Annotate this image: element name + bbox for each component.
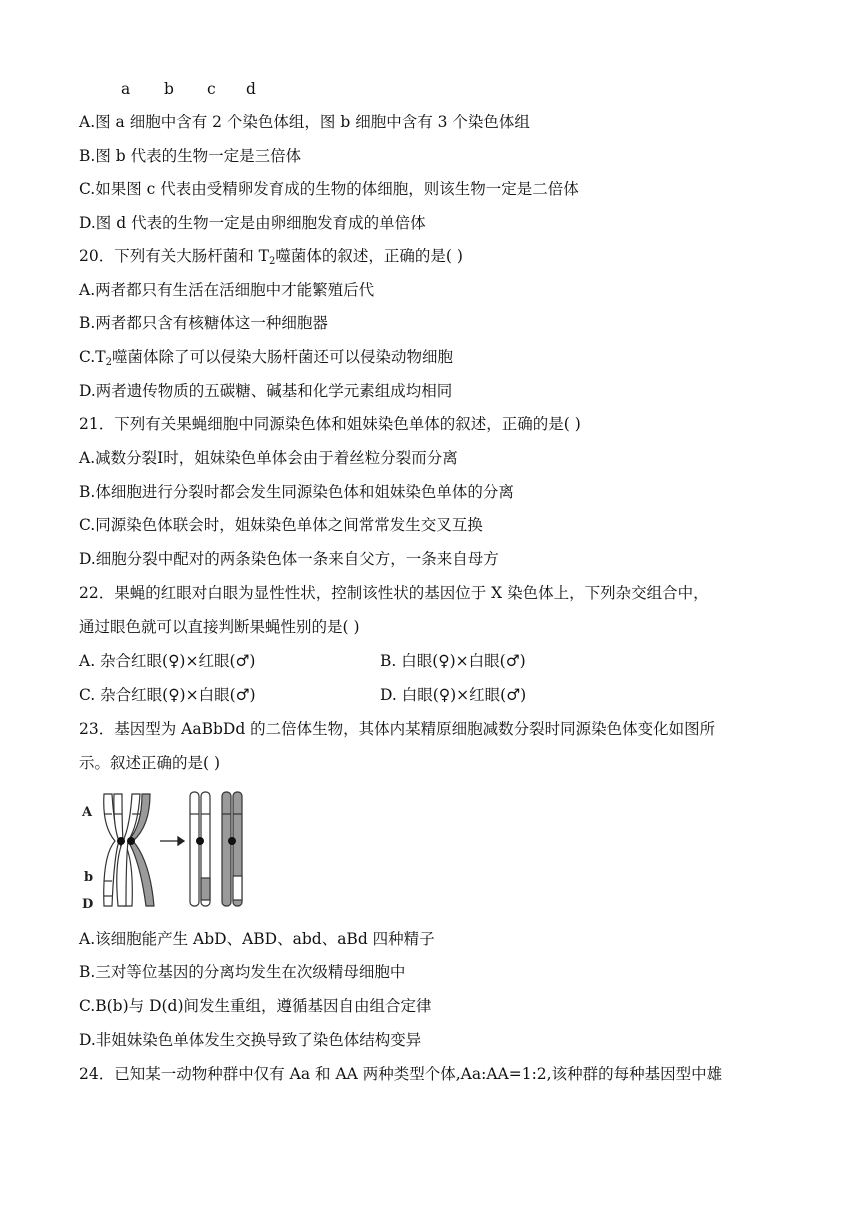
figure-label-a: a (121, 80, 131, 98)
q20-option-b: B.两者都只含有核糖体这一种细胞器 (79, 314, 328, 332)
q21-option-d: D.细胞分裂中配对的两条染色体一条来自父方，一条来自母方 (79, 550, 499, 568)
q23-option-a: A.该细胞能产生 AbD、ABD、abd、aBd 四种精子 (79, 930, 435, 948)
centromere-right-b (228, 837, 236, 845)
centromere-left-a (117, 837, 125, 845)
q22-options-row1 (79, 650, 255, 672)
q20-stem-part2: 噬菌体的叙述，正确的是( ) (275, 247, 463, 265)
arrow-icon (160, 837, 184, 845)
q20-stem (79, 245, 463, 273)
q20-stem-subscript: 2 (269, 256, 276, 267)
figure-label-b: b (164, 80, 174, 98)
q22-option-c: C. 杂合红眼(♀)×白眼(♂) (79, 686, 256, 704)
centromere-left-b (127, 837, 135, 845)
chromatid-right-3 (222, 792, 231, 906)
q23-stem-line2: 示。叙述正确的是( ) (79, 754, 221, 772)
q21-option-a: A.减数分裂Ⅰ时，姐妹染色单体会由于着丝粒分裂而分离 (79, 449, 458, 467)
q22-stem-line1: 22．果蝇的红眼对白眼为显性性状，控制该性状的基因位于 X 染色体上，下列杂交组合中， (79, 584, 709, 602)
q20-option-c-part2: 噬菌体除了可以侵染大肠杆菌还可以侵染动物细胞 (111, 348, 453, 366)
q21-option-c: C.同源染色体联会时，姐妹染色单体之间常常发生交叉互换 (79, 516, 483, 534)
q19-option-a: A.图 a 细胞中含有 2 个染色体组，图 b 细胞中含有 3 个染色体组 (79, 113, 530, 131)
q24-stem: 24．已知某一动物种群中仅有 Aa 和 AA 两种类型个体,Aa:AA=1:2,该种群的每种基因型中雄 (79, 1065, 723, 1083)
q20-stem-part1: 20．下列有关大肠杆菌和 T (79, 247, 269, 265)
chromosome-diagram (80, 786, 252, 916)
q21-option-b: B.体细胞进行分裂时都会发生同源染色体和姐妹染色单体的分离 (79, 483, 514, 501)
figure-label-c: c (207, 80, 216, 98)
q20-option-c (79, 346, 453, 374)
fig-label-b: b (84, 870, 94, 885)
fig-label-D: D (82, 897, 94, 912)
q20-option-c-part1: C.T (79, 348, 106, 366)
q23-option-c: C.B(b)与 D(d)间发生重组，遵循基因自由组合定律 (79, 997, 432, 1015)
q23-option-b: B.三对等位基因的分离均发生在次级精母细胞中 (79, 963, 406, 981)
q22-option-b: B. 白眼(♀)×白眼(♂) (380, 652, 526, 670)
figure-labels-row (0, 80, 400, 102)
q20-option-c-subscript: 2 (105, 357, 112, 368)
q22-stem-line2: 通过眼色就可以直接判断果蝇性别的是( ) (79, 618, 360, 636)
q19-option-d: D.图 d 代表的生物一定是由卵细胞发育成的单倍体 (79, 214, 426, 232)
q19-option-c: C.如果图 c 代表由受精卵发育成的生物的体细胞，则该生物一定是二倍体 (79, 180, 579, 198)
figure-label-d: d (246, 80, 256, 98)
chromosome-crossover-figure (80, 786, 252, 916)
q22-option-a: A. 杂合红眼(♀)×红眼(♂) (79, 652, 256, 670)
q21-stem: 21．下列有关果蝇细胞中同源染色体和姐妹染色单体的叙述，正确的是( ) (79, 415, 581, 433)
q23-option-d: D.非姐妹染色单体发生交换导致了染色体结构变异 (79, 1031, 422, 1049)
q20-option-d: D.两者遗传物质的五碳糖、碱基和化学元素组成均相同 (79, 382, 453, 400)
q19-option-b: B.图 b 代表的生物一定是三倍体 (79, 147, 302, 165)
q20-option-a: A.两者都只有生活在活细胞中才能繁殖后代 (79, 281, 375, 299)
q22-option-d: D. 白眼(♀)×红眼(♂) (380, 686, 527, 704)
fig-label-A: A (82, 805, 93, 820)
centromere-right-a (196, 837, 204, 845)
q23-stem-line1: 23．基因型为 AaBbDd 的二倍体生物，其体内某精原细胞减数分裂时同源染色体变化如图所 (79, 720, 716, 738)
chromatid-right-1 (190, 792, 199, 906)
